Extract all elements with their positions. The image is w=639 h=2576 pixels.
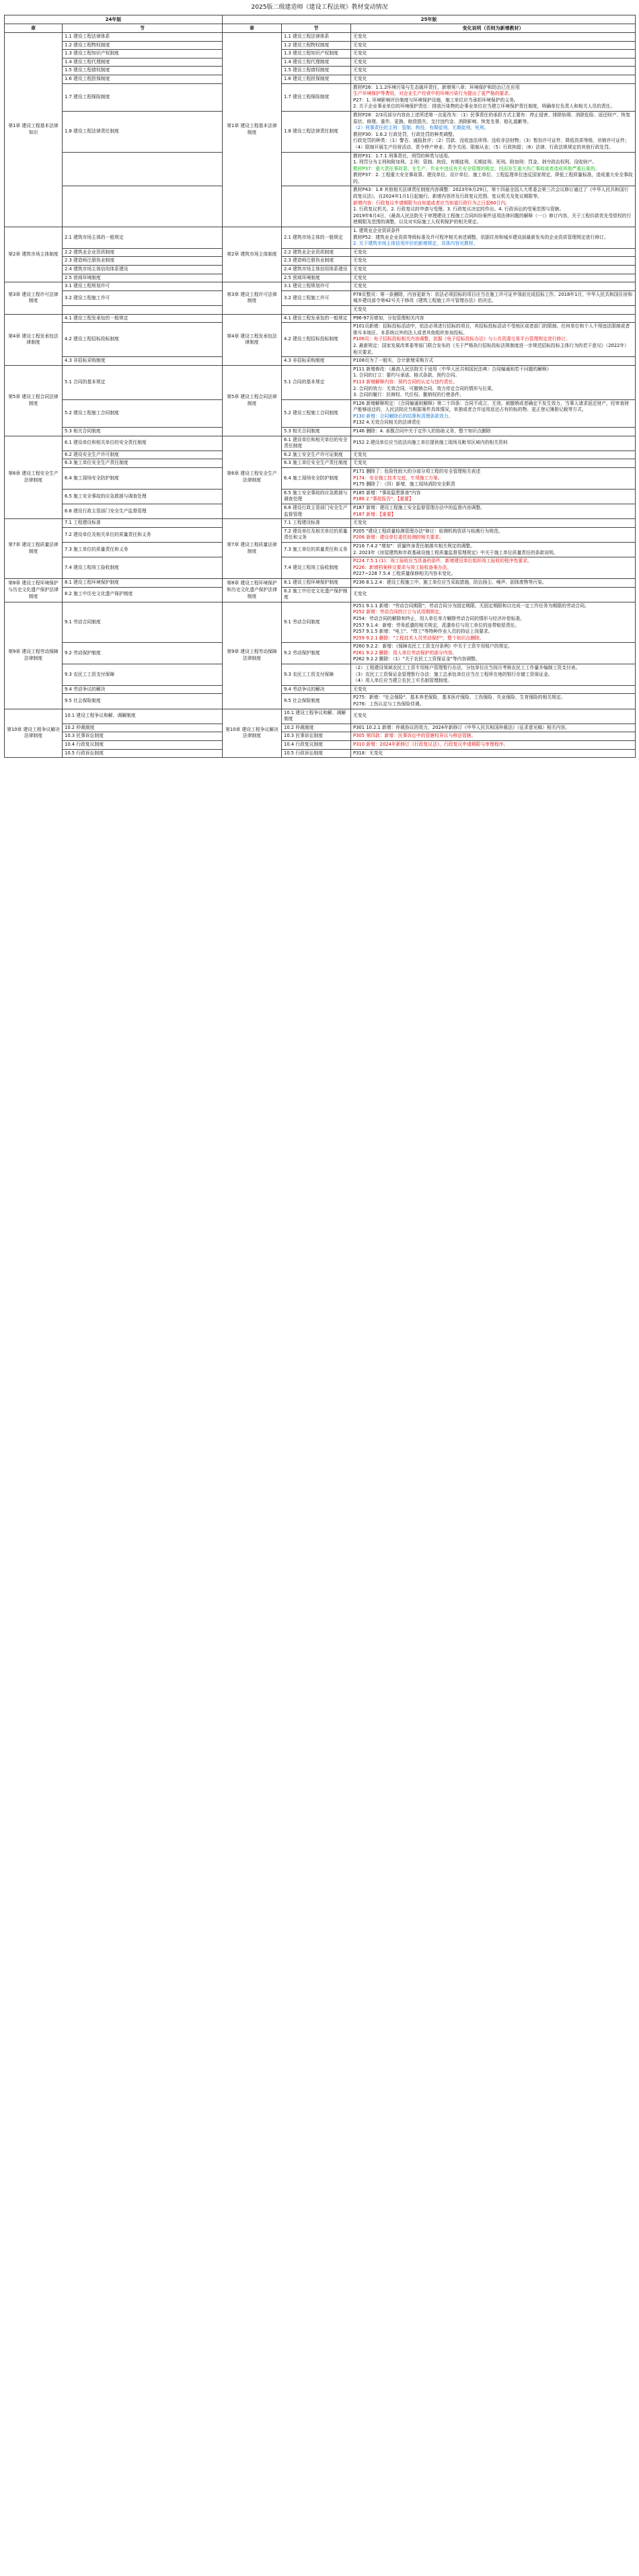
change-note-line: P310 新增：2024年新修订《行政复议法》，行政复议申请期限与审理程序。: [353, 742, 509, 747]
change-note-line: P152 2.建设单位应当依法向施工单位提供施工现场及毗邻区域内的相关资料: [353, 440, 508, 446]
change-note-line: 无变化: [353, 591, 367, 597]
section-25-cell: 2.1 建筑市场主体的一般规定: [282, 227, 351, 249]
change-note-cell: [351, 227, 636, 249]
change-note-cell: [351, 542, 636, 557]
change-note-line: P205 "建设工程质量检测管理办法"修订：检测机构资质与检测行为规范。: [353, 528, 503, 534]
change-note-cell: [351, 504, 636, 519]
section-25-cell: 1.4 建设工程代理制度: [282, 58, 351, 67]
section-25-cell: 6.2 施工安全生产许可证制度: [282, 451, 351, 459]
change-note-cell: [351, 274, 636, 282]
section-25-cell: 1.1 建设工程法律体系: [282, 33, 351, 42]
section-24-cell: 10.1 建设工程争议和解、调解制度: [63, 709, 223, 724]
change-note-cell: [351, 357, 636, 366]
section-24-cell: 4.3 非招标采购制度: [63, 357, 223, 366]
change-note-line: P111 新增修改：《最高人民法院关于适用〈中华人民共和国民法典〉合同编通则若干问题的解释》: [353, 366, 552, 372]
change-note-line: 教材P31：1.7.1 刑事责任，刑罚的种类与适用。: [353, 153, 453, 159]
section-24-cell: 4.1 建设工程发承包的一般规定: [63, 314, 223, 323]
table-row: [5, 50, 636, 58]
header-change-note: 变化说明（否则为新增教材）: [351, 24, 636, 33]
change-note-line: P175 删除了：（四）新增，施工现场消防安全职责: [353, 481, 455, 487]
chapter-24-cell: 第1章 建设工程基本法律知识: [5, 33, 63, 227]
section-24-cell: 6.3 施工单位安全生产责任制度: [63, 459, 223, 468]
change-note-cell: [351, 428, 636, 436]
change-note-cell: [351, 602, 636, 643]
section-25-cell: 5.1 合同的基本规定: [282, 365, 351, 399]
change-note-line: 无变化: [353, 258, 367, 264]
table-row: [5, 694, 636, 709]
section-24-cell: 3.1 建设工程规划许可: [63, 282, 223, 291]
section-25-cell: 9.5 社会保险制度: [282, 694, 351, 709]
section-24-cell: 3.2 建设工程施工许可: [63, 290, 223, 305]
chapter-25-cell: 第6章 建设工程安全生产法律制度: [223, 436, 282, 519]
change-note-line: 2. 2023年《房屋建筑和市政基础设施工程质量监督管理规定》中关于施工单位质量责任的条款说明。: [353, 549, 558, 555]
change-note-line: P126 新增解释规定：《合同编通则解释》第二十四条：合同不成立、无效、被撤销或者确定不发生效力，当事人请求返还财产，经审查财产能够返还的，人民法院应当根据案件具体情况，单独或者合并适用返还占有的标的物、更正登记簿册记载等方式。: [353, 400, 630, 413]
section-25-cell: 7.2 建设单位及相关单位的质量责任和义务: [282, 527, 351, 542]
table-row: [5, 542, 636, 557]
chapter-25-cell: 第2章 建筑市场主体制度: [223, 227, 282, 282]
change-note-cell: [351, 709, 636, 724]
table-row: [5, 587, 636, 602]
change-note-line: 无变化: [353, 50, 367, 56]
header-chapter-24: 章: [5, 24, 63, 33]
section-24-cell: 9.4 劳动争议的解决: [63, 685, 223, 694]
table-row: [5, 451, 636, 459]
chapter-24-cell: 第6章 建设工程安全生产法律制度: [5, 436, 63, 519]
section-24-cell: 6.1 建设单位和相关单位的安全责任制度: [63, 436, 223, 451]
change-note-cell: [351, 266, 636, 274]
change-note-line: （2）工程建设领域农民工工资专用账户管理暂行办法，分包单位应当按月考核农民工工作量并编制工资支付表。: [353, 665, 580, 671]
table-row: [5, 489, 636, 504]
section-24-cell: 8.1 建设工程环境保护制度: [63, 578, 223, 587]
change-note-line: P186 2."事故报告"。【重要】: [353, 496, 414, 502]
section-25-cell: 10.2 仲裁制度: [282, 724, 351, 732]
change-note-line: P226：新增档案移交要求与竣工验收备案办法。: [353, 564, 452, 570]
change-note-line: P227~228 7.5.4 工程质量保修相关内容未变化。: [353, 571, 456, 577]
section-25-cell: 4.3 非招标采购制度: [282, 357, 351, 366]
table-row: [5, 643, 636, 664]
change-note-line: P305 第四款：新增：民事诉讼中的管辖权异议与移送管辖。: [353, 733, 476, 739]
chapter-24-cell: 第4章 建设工程发承包法律制度: [5, 314, 63, 365]
change-note-line: P252 新增：劳动合同的订立与试用期规定。: [353, 609, 444, 615]
change-note-line: 无变化: [353, 266, 367, 272]
change-note-line: 无变化: [353, 686, 367, 692]
table-row: [5, 33, 636, 42]
table-row: [5, 578, 636, 587]
section-24-cell: 1.6 建设工程担保制度: [63, 75, 223, 83]
change-note-line: 教材P26：1.1.2环境污染与生态破坏责任，新增第八章：环境保护和防治已在应用: [353, 84, 520, 90]
section-24-cell: 8.2 施工中历史文化遗产保护制度: [63, 587, 223, 602]
section-24-cell: 9.5 社会保险制度: [63, 694, 223, 709]
change-note-line: P257 9.1.5 新增："电工"、"焊工"等特种作业人员的持证上岗要求。: [353, 629, 493, 635]
change-note-line: 教材P52：建筑业企业资质等级标准及许可程序相关表述调整，依据住房和城乡建设部最新发布的企业资质管理规定进行修订。: [353, 234, 609, 240]
table-row: [5, 741, 636, 750]
change-note-line: P254：劳动合同的解除和终止，用人单位单方解除劳动合同的情形与经济补偿标准。: [353, 615, 525, 621]
change-note-line: P146 删除：4. 承揽合同中关于定作人的协助义务，整个知识点删除: [353, 428, 491, 434]
table-row: [5, 724, 636, 732]
change-note-cell: [351, 399, 636, 427]
header-year-24: 24年版: [5, 15, 223, 24]
change-note-line: P257 9.1.4：新增：劳务派遣的相关规定，派遣单位与用工单位的连带赔偿责任。: [353, 622, 520, 628]
change-note-cell: [351, 67, 636, 75]
table-row: [5, 468, 636, 490]
change-note-line: 教材P37：重大责任事故罪。在生产、作业中违反有关安全管理的规定，因而发生重大伤亡事故或者造成其他严重后果的。: [353, 165, 600, 171]
section-24-cell: 1.1 建设工程法律体系: [63, 33, 223, 42]
change-note-line: P262 9.2.2 删除：（1）"关于农民工工资保证金"等内容调整。: [353, 656, 480, 662]
section-24-cell: 1.2 建设工程物权制度: [63, 41, 223, 50]
section-24-cell: 1.4 建设工程代理制度: [63, 58, 223, 67]
change-note-cell: [351, 732, 636, 741]
chapter-24-cell: 第3章 建设工程许可法律制度: [5, 282, 63, 314]
change-note-line: 1. 行政复议机关。2. 行政复议的申请与受理。3. 行政复议决定的作出。4. 行政诉讼的受案范围与管辖。: [353, 206, 564, 212]
table-row: [5, 186, 636, 227]
section-25-cell: 1.2 建设工程物权制度: [282, 41, 351, 50]
change-note-line: 1. 合同的订立：要约与承诺、格式条款、预约合同。: [353, 373, 460, 379]
change-note-line: 无变化: [353, 306, 367, 312]
change-note-line: P261 9.2.2 删除：用人单位劳动保护的部分内容。: [353, 650, 457, 656]
change-note-cell: [351, 578, 636, 587]
section-25-cell: 9.4 劳动争议的解决: [282, 685, 351, 694]
section-25-cell: 9.2 劳动保护制度: [282, 643, 351, 664]
section-25-cell: 10.4 行政复议制度: [282, 741, 351, 750]
section-24-cell: 7.3 施工单位的质量责任和义务: [63, 542, 223, 557]
change-note-cell: [351, 519, 636, 528]
table-row: [5, 314, 636, 323]
change-note-line: P275：新增："社会保险"，基本养老保险、基本医疗保险、工伤保险、失业保险、生育保险的相关规定。: [353, 695, 566, 701]
section-24-cell: 1.3 建设工程知识产权制度: [63, 50, 223, 58]
change-note-line: P108页为了一般实，合计新增采购方式: [353, 358, 434, 364]
section-24-cell: 2.5 营商环境制度: [63, 274, 223, 282]
change-note-cell: [351, 694, 636, 709]
change-note-cell: [351, 489, 636, 504]
table-row: [5, 75, 636, 83]
section-25-cell: 10.3 民事诉讼制度: [282, 732, 351, 741]
change-note-line: P187 新增：建设工程施工安全监督管理办法中的监督内容调整。: [353, 505, 485, 510]
change-note-line: 无变化: [353, 34, 367, 39]
table-row: [5, 41, 636, 50]
section-25-cell: 8.1 建设工程环境保护制度: [282, 578, 351, 587]
change-note-cell: [351, 83, 636, 111]
change-note-cell: [351, 365, 636, 399]
section-25-cell: 5.3 相关合同制度: [282, 428, 351, 436]
section-25-cell: 7.1 工程建设标准: [282, 519, 351, 528]
table-row: [5, 282, 636, 291]
change-note-cell: [351, 724, 636, 732]
change-note-line: 教材P30：1.6.2 行政处罚，行政处罚的种类调整。: [353, 131, 457, 137]
table-row: [5, 227, 636, 249]
change-note-cell: [351, 685, 636, 694]
section-25-cell: 4.2 建设工程招标投标制度: [282, 323, 351, 357]
change-note-cell: [351, 282, 636, 291]
section-24-cell: 10.2 仲裁制度: [63, 724, 223, 732]
change-note-line: 1. 建筑业企业资质条件: [353, 228, 400, 234]
table-row: [5, 152, 636, 186]
change-note-line: P224.7.5.1 (1)：竣工验收应当具备的条件，新增建设单位组织竣工验收的程序性要求。: [353, 558, 532, 564]
table-row: [5, 459, 636, 468]
section-25-cell: 1.8 建设工程法律责任制度: [282, 111, 351, 152]
table-row: [5, 749, 636, 758]
change-note-cell: [351, 33, 636, 42]
table-row: [5, 83, 636, 111]
change-note-line: P96-97页增加，分包管理相关内容: [353, 315, 424, 321]
section-24-cell: 7.2 建设单位及相关单位的质量责任和义务: [63, 527, 223, 542]
table-row: [5, 709, 636, 724]
change-note-line: 无变化: [353, 67, 367, 73]
section-25-cell: 8.2 施工中历史文化遗产保护制度: [282, 587, 351, 602]
section-25-cell: [282, 186, 351, 227]
section-25-cell: 4.1 建设工程发承包的一般规定: [282, 314, 351, 323]
change-note-line: P236 8.1.2.4：建设工程施工中，施工单位应当采取措施，防治扬尘、噪声、固体废物等污染。: [353, 579, 547, 585]
table-row: [5, 290, 636, 305]
section-25-cell: 6.5 施工安全事故的应急救援与调查处理: [282, 489, 351, 504]
document-title: 2025版二级建造师《建设工程法规》教材变动情况: [251, 4, 388, 11]
table-row: [5, 504, 636, 519]
change-note-cell: [351, 58, 636, 67]
table-row: [5, 257, 636, 266]
chapter-24-cell: 第10章 建设工程争议解决法律制度: [5, 709, 63, 758]
comparison-table: [4, 15, 636, 758]
section-25-cell: 1.5 建设工程债权制度: [282, 67, 351, 75]
change-note-line: 无变化: [353, 274, 367, 280]
change-note-line: 无变化: [353, 42, 367, 48]
section-25-cell: [282, 152, 351, 186]
change-note-cell: [351, 186, 636, 227]
change-note-line: P185 新增："事故隐患排查"内容: [353, 490, 421, 496]
header-section-25: 节: [282, 24, 351, 33]
section-24-cell: 9.1 劳动合同制度: [63, 602, 223, 643]
section-24-cell: [63, 186, 223, 227]
table-row: [5, 428, 636, 436]
chapter-24-cell: 第7章 建设工程质量法律制度: [5, 519, 63, 579]
section-25-cell: 6.3 施工单位安全生产责任制度: [282, 459, 351, 468]
chapter-24-cell: 第8章 建设工程环境保护与历史文化遗产保护法律制度: [5, 578, 63, 602]
chapter-25-cell: 第4章 建设工程发承包法律制度: [223, 314, 282, 365]
change-note-cell: [351, 741, 636, 750]
change-note-cell: [351, 50, 636, 58]
section-24-cell: 4.2 建设工程招标投标制度: [63, 323, 223, 357]
section-25-cell: 2.4 建筑市场主体信用体系建设: [282, 266, 351, 274]
section-25-cell: 7.4 建设工程竣工验收制度: [282, 557, 351, 579]
section-24-cell: 10.3 民事诉讼制度: [63, 732, 223, 741]
section-24-cell: 1.7 建设工程保险制度: [63, 83, 223, 111]
change-note-line: 2. 关于建筑市场主体信用评价的新增规定，具体内容见教材。: [353, 241, 478, 247]
section-24-cell: 10.4 行政复议制度: [63, 741, 223, 750]
change-note-cell: [351, 290, 636, 305]
chapter-24-cell: 第2章 建筑市场主体制度: [5, 227, 63, 282]
table-row: [5, 365, 636, 399]
section-25-cell: 6.4 施工现场安全防护制度: [282, 468, 351, 490]
change-note-line: P276：工伤认定与工伤保险待遇。: [353, 701, 424, 707]
change-note-line: 2. 最新规定：国家发展改革委等部门联合发布的《关于严格执行招标投标法规制度进一步规范招标投标主体行为的若干意见》（2022年）相关要求。: [353, 342, 629, 355]
change-note-line: 无变化: [353, 451, 367, 457]
table-row: [5, 527, 636, 542]
change-note-line: 教材P43：1.8 其他相关法律责任制度内容调整：2023年6月29日，第十四届全国人大常委会第三次会议修订通过了《中华人民共和国行政复议法》，自2024年1月1日起施行。新增内容涉及行政复议范围、复议机关及复议期限等。: [353, 187, 629, 200]
change-note-line: P171 删除了：危险性较大的分部分项工程的安全管理相关表述: [353, 469, 481, 475]
table-row: [5, 274, 636, 282]
change-note-line: 2. 合同的效力：无效合同、可撤销合同、效力待定合同的情形与后果。: [353, 385, 496, 391]
change-note-line: 无变化: [353, 58, 367, 65]
change-note-line: P27：1. 环境影响评价制度与环境保护设施，施工单位应当承担环境保护的义务。: [353, 97, 519, 103]
header-year-25: 25年版: [223, 15, 636, 24]
change-note-line: P216 7.4.2 "增加"：质量终身责任制落实相关规定的调整。: [353, 543, 475, 549]
change-note-line: P78页整页：第一条删除，内容更新为：依法必须招标的项目应当在施工许可证申领前完成招标工作。2018年1月，中华人民共和国住房和城乡建设部令第42号关于修改《建筑工程施工许可管理办法》的决定。: [353, 291, 632, 304]
section-24-cell: 9.3 农民工工资支付保障: [63, 664, 223, 686]
change-note-line: P101页新增：招标投标活动中，依法必须进行招标的项目，其招标投标活动不受地区或者部门的限制。任何单位和个人不得违法限制或者排斥本地区、本系统以外的法人或者其他组织参加投标。: [353, 323, 630, 336]
change-note-cell: [351, 459, 636, 468]
change-note-cell: [351, 257, 636, 266]
table-row: [5, 664, 636, 686]
change-note-line: （4）用人单位应当建立农民工实名制管理制度。: [353, 678, 453, 684]
change-note-cell: [351, 248, 636, 257]
change-note-line: P301 10.2.1 新增：仲裁协议的效力，2024年新修订《中华人民共和国仲裁法》（征求意见稿）相关内容。: [353, 724, 570, 730]
section-24-cell: 7.1 工程建设标准: [63, 519, 223, 528]
section-24-cell: 10.5 行政诉讼制度: [63, 749, 223, 758]
chapter-25-cell: 第5章 建设工程合同法律制度: [223, 365, 282, 436]
section-24-cell: 6.5 施工安全事故的应急救援与调查处理: [63, 489, 223, 504]
change-note-line: 1. 刑罚分为主刑和附加刑。主刑：管制、拘役、有期徒刑、无期徒刑、死刑。附加刑：罚金、剥夺政治权利、没收财产。: [353, 159, 597, 165]
section-24-cell: 5.3 相关合同制度: [63, 428, 223, 436]
section-24-cell: 2.3 建造师注册执业制度: [63, 257, 223, 266]
change-note-cell: [351, 664, 636, 686]
section-24-cell: 5.1 合同的基本规定: [63, 365, 223, 399]
change-note-line: P106页：电子招标投标相关内容调整，依据《电子招标投标办法》与公共资源交易平台管理规定进行修订。: [353, 336, 570, 342]
change-note-cell: [351, 305, 636, 314]
chapter-25-cell: 第8章 建设工程环境保护和历史文化遗产保护法律制度: [223, 578, 282, 602]
chapter-25-cell: 第7章 建设工程质量法律制度: [223, 519, 282, 579]
table-row: [5, 323, 636, 357]
section-25-cell: 1.3 建设工程知识产权制度: [282, 50, 351, 58]
change-note-line: P259 9.2.1 删除："工程技术人员劳动保护"，整个知识点删除。: [353, 635, 484, 641]
section-25-cell: 6.1 建设单位和相关单位的安全责任制度: [282, 436, 351, 451]
change-note-cell: [351, 75, 636, 83]
change-note-line: 无变化: [353, 713, 367, 719]
change-note-cell: [351, 557, 636, 579]
table-row: [5, 58, 636, 67]
change-note-cell: [351, 436, 636, 451]
change-note-line: 无变化: [353, 283, 367, 289]
change-note-line: 生产环境保护等费用，对企业生产经营中的环境污染行为提出了更严格的要求。: [353, 91, 513, 97]
table-row: [5, 732, 636, 741]
section-25-cell: 6.6 建设行政主管部门安全生产监督管理: [282, 504, 351, 519]
table-row: [5, 266, 636, 274]
change-note-cell: [351, 468, 636, 490]
change-note-line: P130 新增：合同解除后的结算和清理条款效力。: [353, 413, 453, 419]
section-25-cell: 10.1 建设工程争议和解、调解制度: [282, 709, 351, 724]
section-24-cell: 2.4 建筑市场主体信用体系建设: [63, 266, 223, 274]
change-note-line: 3. 合同的履行：抗辩权、代位权、撤销权的行使条件。: [353, 392, 464, 398]
section-25-cell: [282, 305, 351, 314]
change-note-line: P187 新增：【重要】: [353, 511, 396, 517]
table-row: [5, 111, 636, 152]
change-note-line: 行政处罚的种类：（1）警告、通报批评；（2）罚款、没收违法所得、没收非法财物；（3）暂扣许可证件、降低资质等级、吊销许可证件；（4）限制开展生产经营活动、责令停产停业、责令关闭、限制从业；（5）行政拘留；（6）法律、行政法规规定的其他行政处罚。: [353, 138, 630, 150]
table-row: [5, 557, 636, 579]
change-note-line: 无变化: [353, 249, 367, 255]
section-24-cell: 1.8 建设工程法律责任制度: [63, 111, 223, 152]
change-note-cell: [351, 749, 636, 758]
change-note-cell: [351, 314, 636, 323]
change-note-cell: [351, 323, 636, 357]
header-section-24: 节: [63, 24, 223, 33]
table-row: [5, 399, 636, 427]
section-24-cell: 5.2 建设工程施工合同制度: [63, 399, 223, 427]
section-25-cell: 2.3 建造师注册执业制度: [282, 257, 351, 266]
change-note-line: （2）刑事责任的主刑：管制、拘役、有期徒刑、无期徒刑、死刑。: [353, 125, 489, 131]
section-24-cell: 6.6 建设行政主管部门安全生产监督管理: [63, 504, 223, 519]
change-note-line: 无变化: [353, 75, 367, 81]
change-note-line: 新增内容：行政复议申请期限为自知道或者应当知道行政行为之日起60日内。: [353, 200, 510, 206]
chapter-24-cell: 第9章 建设工程劳动保障法律制度: [5, 602, 63, 709]
section-25-cell: 9.3 农民工工资支付保障: [282, 664, 351, 686]
chapter-24-cell: 第5章 建设工程合同法律制度: [5, 365, 63, 436]
section-24-cell: 6.4 施工现场安全防护制度: [63, 468, 223, 490]
section-25-cell: 2.5 营商环境制度: [282, 274, 351, 282]
change-note-line: （3）农民工工资保证金管理暂行办法：施工总承包单位应当在工程所在地的银行存储工资保证金。: [353, 671, 553, 677]
section-24-cell: 2.1 建筑市场主体的一般规定: [63, 227, 223, 249]
change-note-line: P206 新增：建设单位委托检测的相关要求。: [353, 535, 444, 541]
change-note-cell: [351, 152, 636, 186]
section-25-cell: 9.1 劳动合同制度: [282, 602, 351, 643]
section-25-cell: 5.2 建设工程施工合同制度: [282, 399, 351, 427]
table-row: [5, 305, 636, 314]
section-24-cell: 9.2 劳动保护制度: [63, 643, 223, 664]
change-note-cell: [351, 587, 636, 602]
header-chapter-25: 章: [223, 24, 282, 33]
section-24-cell: [63, 152, 223, 186]
change-note-line: P174：安全施工技术交底，专项施工方案。: [353, 475, 443, 481]
chapter-25-cell: 第1章 建设工程基本法律制度: [223, 33, 282, 227]
section-24-cell: 7.4 建设工程竣工验收制度: [63, 557, 223, 579]
chapter-25-cell: 第3章 建设工程许可法律制度: [223, 282, 282, 314]
table-row: [5, 248, 636, 257]
change-note-cell: [351, 643, 636, 664]
change-note-line: P251 9.1.1 新增："劳动合同期限"，劳动合同分为固定期限、无固定期限和以完成一定工作任务为期限的劳动合同。: [353, 602, 589, 609]
change-note-line: 无变化: [353, 520, 367, 526]
change-note-cell: [351, 527, 636, 542]
section-24-cell: 1.5 建设工程债权制度: [63, 67, 223, 75]
table-row: [5, 436, 636, 451]
section-24-cell: 6.2 建设安全生产许可制度: [63, 451, 223, 459]
table-row: [5, 519, 636, 528]
table-row: [5, 685, 636, 694]
chapter-25-cell: 第9章 建设工程劳动保障法律制度: [223, 602, 282, 709]
change-note-cell: [351, 41, 636, 50]
section-24-cell: 2.2 建筑业企业资质制度: [63, 248, 223, 257]
section-24-cell: [63, 305, 223, 314]
change-note-line: P113 新增解释内容：预约合同的认定与违约责任。: [353, 379, 458, 385]
change-note-line: P132 4.无效合同相关的法律责任: [353, 420, 421, 426]
change-note-line: 2. 关于企业事业单位的环境保护责任：排放污染物的企事业单位应当建立环境保护责任制度，明确单位负责人和相关人员的责任。: [353, 104, 615, 110]
chapter-25-cell: 第10章 建设工程争议解决法律制度: [223, 709, 282, 758]
change-note-line: P318：无变化: [353, 750, 383, 756]
change-note-line: 教材P28：2/3页部分内容由上述所述第一点更改为：（1）民事责任的承担方式主要有：停止侵害、排除妨碍、消除危险、返还财产、恢复原状、修理、重作、更换、赔偿损失、支付违约金、消除影响、恢复名誉、赔礼道歉等。: [353, 112, 631, 124]
section-25-cell: 3.1 建设工程规划许可: [282, 282, 351, 291]
change-note-line: 2019年6月4日，《最高人民法院关于审理建设工程施工合同纠纷案件适用法律问题的解释（一）》修订内容，关于工程价款优先受偿权的行使期限及范围的调整，以及对实际施工人权利保护的相关规定。: [353, 212, 632, 225]
section-25-cell: 1.7 建设工程保险制度: [282, 83, 351, 111]
change-note-cell: [351, 111, 636, 152]
table-row: [5, 67, 636, 75]
change-note-line: P260 9.2.2：新增：《保障农民工工资支付条例》中关于工资专用账户的规定。: [353, 643, 513, 650]
table-row: [5, 357, 636, 366]
section-25-cell: 10.5 行政诉讼制度: [282, 749, 351, 758]
section-25-cell: 3.2 建设工程施工许可: [282, 290, 351, 305]
section-25-cell: 1.6 建设工程担保制度: [282, 75, 351, 83]
section-25-cell: 7.3 施工单位的质量责任和义务: [282, 542, 351, 557]
change-note-line: 教材P37：2. 工程重大安全事故罪。建设单位、设计单位、施工单位、工程监理单位违反国家规定，降低工程质量标准，造成重大安全事故的。: [353, 172, 633, 184]
section-25-cell: 2.2 建筑业企业资质制度: [282, 248, 351, 257]
table-row: [5, 602, 636, 643]
change-note-line: 无变化: [353, 460, 367, 466]
change-note-cell: [351, 451, 636, 459]
